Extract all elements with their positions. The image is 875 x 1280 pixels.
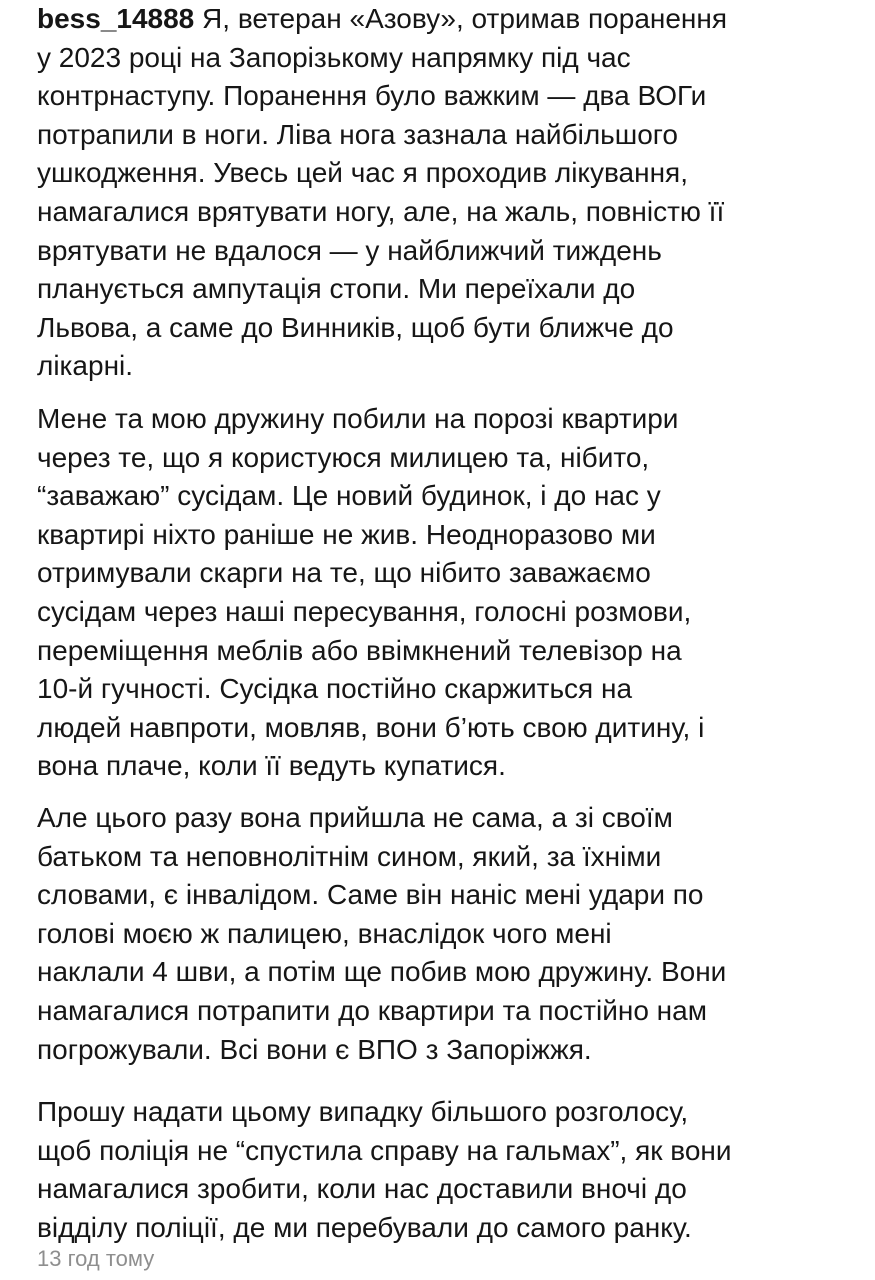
comment-line: людей навпроти, мовляв, вони б’ють свою дитину, і	[37, 711, 705, 743]
comment-paragraph-4	[37, 1093, 852, 1247]
comment-line: переміщення меблів або ввімкнений телевізор на	[37, 634, 682, 666]
comment-line: намагалися зробити, коли нас доставили вночі до	[37, 1173, 687, 1205]
comment-line: сусідам через наші пересування, голосні розмови,	[37, 595, 692, 627]
comment-paragraph-2	[37, 400, 852, 786]
comment-line: намагалися врятувати ногу, але, на жаль, повністю її	[37, 195, 725, 227]
comment-line: планується ампутація стопи. Ми переїхали до	[37, 273, 636, 305]
comment-line: Мене та мою дружину побили на порозі квартири	[37, 403, 679, 434]
comment-line: відділу поліції, де ми перебували до самого ранку.	[37, 1211, 692, 1243]
comment-line: через те, що я користуюся милицею та, нібито,	[37, 441, 650, 473]
comment-line: потрапили в ноги. Ліва нога зазнала найбільшого	[37, 118, 678, 150]
username[interactable]: bess_14888	[37, 3, 195, 34]
comment-line: батьком та неповнолітнім сином, який, за їхніми	[37, 840, 662, 872]
comment-line: Львова, а саме до Винників, щоб бути ближче до	[37, 311, 674, 343]
comment-line: контрнаступу. Поранення було важким — два ВОГи	[37, 80, 707, 112]
comment-line: “заважаю” сусідам. Це новий будинок, і до нас у	[37, 480, 661, 512]
comment-line: лікарні.	[37, 350, 134, 382]
comment-paragraph-1	[37, 0, 852, 386]
comment-line	[37, 0, 852, 39]
comment-line: квартирі ніхто раніше не жив. Неодноразово ми	[37, 518, 656, 550]
comment-line: у 2023 році на Запорізькому напрямку під час	[37, 41, 631, 73]
comment-line: отримували скарги на те, що нібито заважаємо	[37, 557, 651, 589]
comment-line: намагалися потрапити до квартири та постійно нам	[37, 994, 707, 1026]
comment-line: наклали 4 шви, а потім ще побив мою дружину. Вони	[37, 956, 727, 988]
comment-line: словами, є інвалідом. Саме він наніс мені удари по	[37, 879, 704, 911]
comment-line: вона плаче, коли її ведуть купатися.	[37, 750, 506, 782]
comment-line: щоб поліція не “спустила справу на гальмах”, як вони	[37, 1134, 732, 1166]
comment	[37, 0, 852, 1280]
comment-line: Але цього разу вона прийшла не сама, а зі своїм	[37, 802, 673, 833]
comment-line: врятувати не вдалося — у найближчий тиждень	[37, 234, 662, 266]
comment-text: Я, ветеран «Азову», отримав поранення	[202, 3, 728, 34]
comment-line: ушкодження. Увесь цей час я проходив лікування,	[37, 157, 688, 189]
comment-line: голові моєю ж палицею, внаслідок чого мені	[37, 917, 612, 949]
comment-timestamp[interactable]: 13 год тому	[37, 1246, 155, 1271]
comment-line: 10-й гучності. Сусідка постійно скаржиться на	[37, 673, 633, 705]
comment-line: Прошу надати цьому випадку більшого розголосу,	[37, 1096, 689, 1127]
comment-paragraph-3	[37, 799, 852, 1069]
comment-line: погрожували. Всі вони є ВПО з Запоріжжя.	[37, 1033, 592, 1065]
